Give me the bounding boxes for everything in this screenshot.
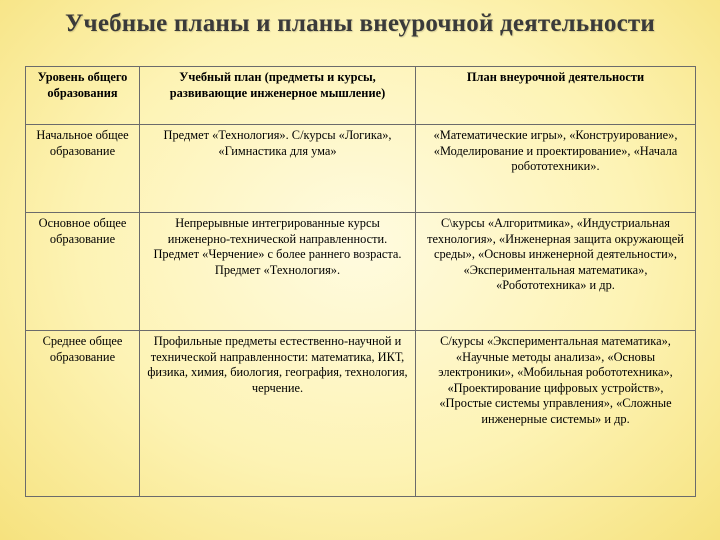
cell-extracurricular: «Математические игры», «Конструирование», «Моделирование и проектирование», «Начала робототехники».: [416, 125, 696, 213]
slide-title: Учебные планы и планы внеурочной деятельности: [64, 10, 656, 37]
cell-level: Среднее общее образование: [26, 331, 140, 497]
header-extracurricular: План внеурочной деятельности: [416, 67, 696, 125]
cell-extracurricular: С/курсы «Экспериментальная математика», «Научные методы анализа», «Основы электроники», «Мобильная робототехника», «Проектирование цифровых устройств», «Простые системы управления», «Сложные инженерные системы» и др.: [416, 331, 696, 497]
cell-curriculum: Предмет «Технология». С/курсы «Логика», «Гимнастика для ума»: [140, 125, 416, 213]
plans-table: [25, 66, 696, 497]
cell-level: Начальное общее образование: [26, 125, 140, 213]
header-curriculum: Учебный план (предметы и курсы, развивающие инженерное мышление): [140, 67, 416, 125]
header-level: Уровень общего образования: [26, 67, 140, 125]
cell-extracurricular: С\курсы «Алгоритмика», «Индустриальная технология», «Инженерная защита окружающей среды», «Основы инженерной деятельности», «Экспериментальная математика», «Робототехника» и др.: [416, 213, 696, 331]
cell-curriculum: Профильные предметы естественно-научной и технической направленности: математика, ИКТ, физика, химия, биология, география, технология, черчение.: [140, 331, 416, 497]
cell-curriculum: Непрерывные интегрированные курсы инженерно-технической направленности. Предмет «Черчение» с более раннего возраста. Предмет «Технология».: [140, 213, 416, 331]
table-row-primary: [26, 125, 696, 213]
table-header-row: [26, 67, 696, 125]
table-row-secondary: [26, 331, 696, 497]
table-row-basic: [26, 213, 696, 331]
cell-level: Основное общее образование: [26, 213, 140, 331]
